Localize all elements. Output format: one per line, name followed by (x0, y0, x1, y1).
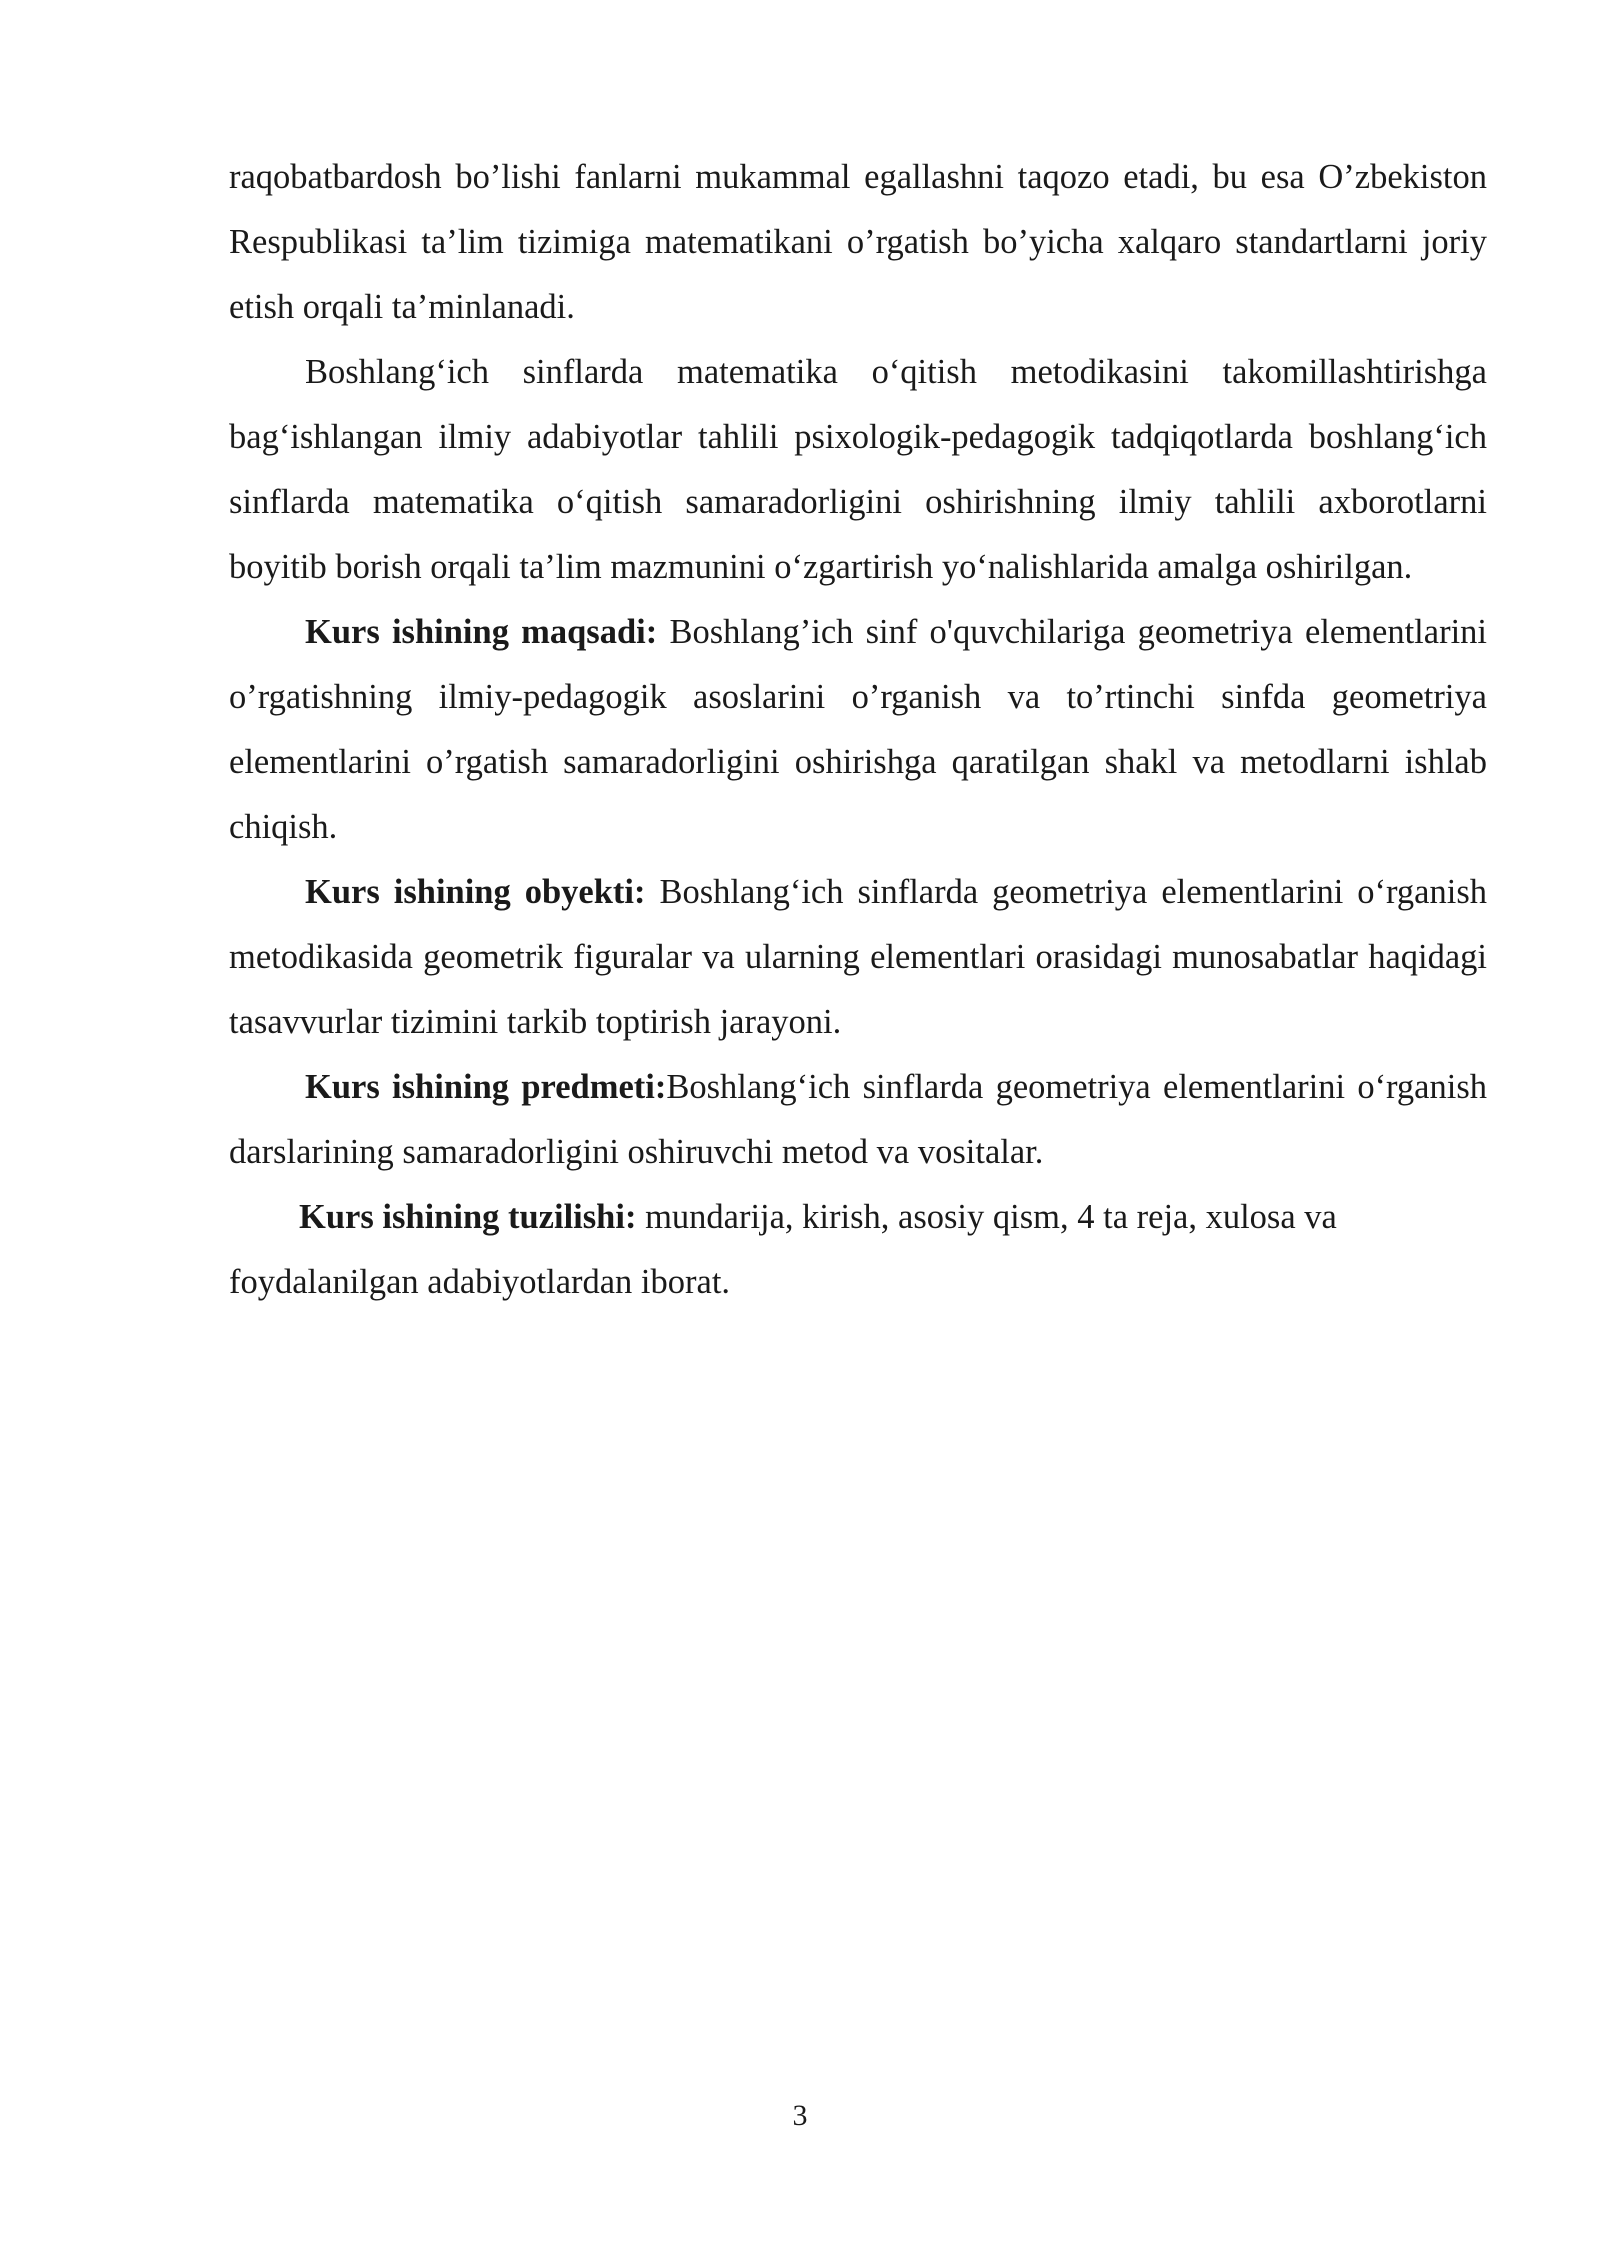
paragraph-goal (229, 600, 1487, 860)
paragraph-label: Kurs ishining maqsadi: (305, 613, 658, 651)
paragraph-label: Kurs ishining obyekti: (305, 873, 646, 911)
paragraph-text: Boshlang‘ich sinflarda geometriya elementlarini o‘rganish metodikasida geometrik figuralar va ularning elementlari orasidagi munosabatlar haqidagi tasavvurlar tizimini tarkib toptirish jarayoni. (229, 873, 1487, 1041)
paragraph-object (229, 860, 1487, 1055)
paragraph-text: Boshlang‘ich sinflarda geometriya elementlarini o‘rganish darslarining samaradorligini oshiruvchi metod va vositalar. (229, 1068, 1487, 1171)
page-number: 3 (792, 2099, 808, 2132)
paragraph-continuation (229, 145, 1487, 340)
paragraph-text: Boshlang‘ich sinflarda matematika o‘qitish metodikasini takomillashtirishga bag‘ishlangan ilmiy adabiyotlar tahlili psixologik-pedagogik tadqiqotlarda boshlang‘ich sinflarda matematika o‘qitish samaradorligini oshirishning ilmiy tahlili axborotlarni boyitib borish orqali ta’lim mazmunini o‘zgartirish yo‘nalishlarida amalga oshirilgan. (229, 353, 1487, 586)
paragraph-text: raqobatbardosh bo’lishi fanlarni mukammal egallashni taqozo etadi, bu esa O’zbekiston Respublikasi ta’lim tizimiga matematikani o’rgatish bo’yicha xalqaro standartlarni joriy etish orqali ta’minlanadi. (229, 158, 1487, 326)
paragraph-text: mundarija, kirish, asosiy qism, 4 ta reja, xulosa va foydalanilgan adabiyotlardan iborat. (229, 1198, 1337, 1301)
document-body (229, 145, 1487, 1315)
paragraph-text: Boshlang’ich sinf o'quvchilariga geometriya elementlarini o’rgatishning ilmiy-pedagogik asoslarini o’rganish va to’rtinchi sinfda geometriya elementlarini o’rgatish samaradorligini oshirishga qaratilgan shakl va metodlarni ishlab chiqish. (229, 613, 1487, 846)
paragraph-subject (229, 1055, 1487, 1185)
paragraph-label: Kurs ishining predmeti: (305, 1068, 667, 1106)
paragraph-structure (229, 1185, 1487, 1315)
paragraph-methodology (229, 340, 1487, 600)
paragraph-label: Kurs ishining tuzilishi: (299, 1198, 637, 1236)
